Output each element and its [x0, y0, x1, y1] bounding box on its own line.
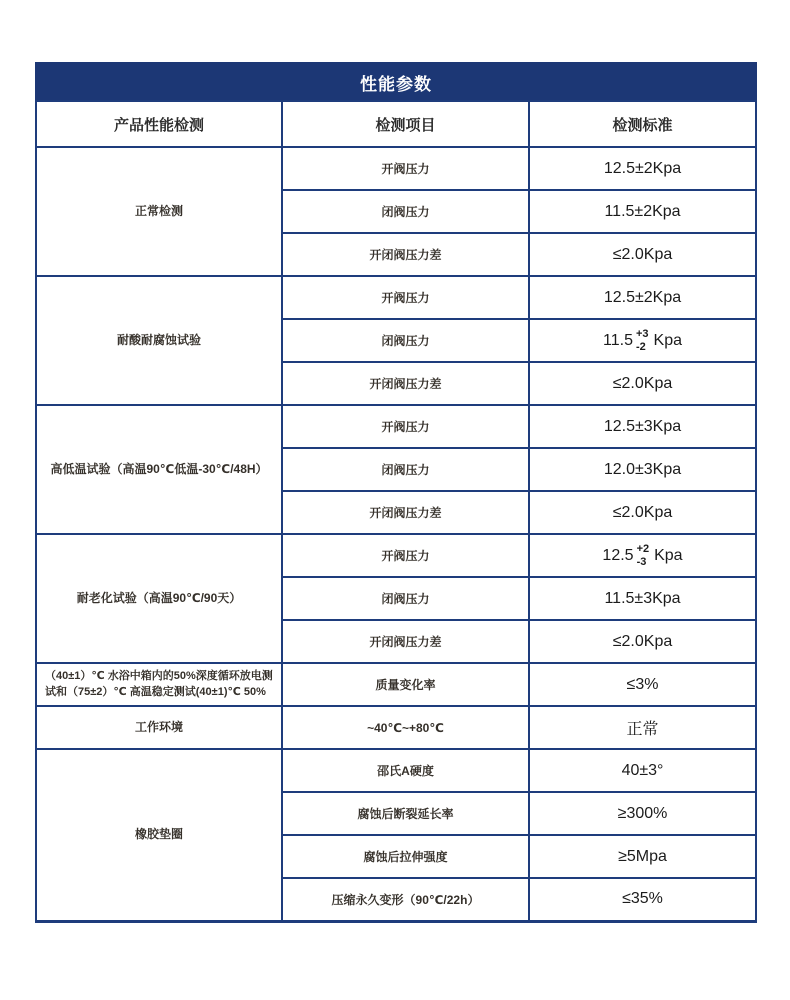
test-standard-cell: ≤3% — [529, 663, 756, 706]
group-cell-2: 高低温试验（高温90℃低温-30℃/48H） — [36, 405, 282, 534]
performance-table — [35, 62, 757, 923]
standard-unit: Kpa — [654, 546, 683, 564]
test-standard-cell — [529, 534, 756, 577]
test-item-cell: 开阀压力 — [282, 276, 529, 319]
standard-unit: Kpa — [653, 331, 682, 349]
table-row — [36, 663, 756, 706]
group-cell-6: 橡胶垫圈 — [36, 749, 282, 921]
test-item-cell: 开阀压力 — [282, 405, 529, 448]
test-standard-cell: 11.5±2Kpa — [529, 190, 756, 233]
test-standard-cell: ≤2.0Kpa — [529, 233, 756, 276]
col-header-test-standard: 检测标准 — [529, 101, 756, 147]
test-standard-cell: 12.5±2Kpa — [529, 276, 756, 319]
test-item-cell: 开阀压力 — [282, 534, 529, 577]
test-standard-cell: 40±3° — [529, 749, 756, 792]
table-body — [36, 147, 756, 921]
test-item-cell: 开阀压力 — [282, 147, 529, 190]
test-standard-cell: ≤2.0Kpa — [529, 491, 756, 534]
test-item-cell: 闭阀压力 — [282, 577, 529, 620]
test-item-cell: 质量变化率 — [282, 663, 529, 706]
test-item-cell: 腐蚀后拉伸强度 — [282, 835, 529, 878]
test-item-cell: 开闭阀压力差 — [282, 491, 529, 534]
test-standard-cell: ≤2.0Kpa — [529, 362, 756, 405]
table-row — [36, 749, 756, 792]
table-row — [36, 534, 756, 577]
title-row — [36, 63, 756, 101]
table-row — [36, 405, 756, 448]
col-header-product-performance-test: 产品性能检测 — [36, 101, 282, 147]
test-standard-cell: ≤2.0Kpa — [529, 620, 756, 663]
test-standard-cell: ≤35% — [529, 878, 756, 921]
table-row — [36, 147, 756, 190]
group-cell-3: 耐老化试验（高温90℃/90天） — [36, 534, 282, 663]
test-standard-cell: 12.0±3Kpa — [529, 448, 756, 491]
test-standard-cell: 正常 — [529, 706, 756, 749]
test-standard-cell: 11.5±3Kpa — [529, 577, 756, 620]
column-header-row — [36, 101, 756, 147]
standard-base-value: 11.5 — [603, 331, 633, 349]
table-title: 性能参数 — [36, 63, 756, 101]
standard-base-value: 12.5 — [602, 546, 634, 564]
group-cell-0: 正常检测 — [36, 147, 282, 276]
test-item-cell: 压缩永久变形（90℃/22h） — [282, 878, 529, 921]
test-item-cell: 闭阀压力 — [282, 190, 529, 233]
tolerance-stack: +2 -3 — [636, 542, 650, 568]
col-header-test-item: 检测项目 — [282, 101, 529, 147]
test-standard-cell — [529, 319, 756, 362]
test-item-cell: 开闭阀压力差 — [282, 362, 529, 405]
table-row — [36, 706, 756, 749]
group-cell-5: 工作环境 — [36, 706, 282, 749]
table-row — [36, 276, 756, 319]
test-standard-cell: 12.5±3Kpa — [529, 405, 756, 448]
test-item-cell: 邵氏A硬度 — [282, 749, 529, 792]
test-item-cell: 开闭阀压力差 — [282, 233, 529, 276]
test-item-cell: 闭阀压力 — [282, 319, 529, 362]
test-standard-cell: ≥300% — [529, 792, 756, 835]
group-cell-1: 耐酸耐腐蚀试验 — [36, 276, 282, 405]
test-standard-cell: ≥5Mpa — [529, 835, 756, 878]
test-standard-cell: 12.5±2Kpa — [529, 147, 756, 190]
test-item-cell: 闭阀压力 — [282, 448, 529, 491]
test-item-cell: 腐蚀后断裂延长率 — [282, 792, 529, 835]
test-item-cell: 开闭阀压力差 — [282, 620, 529, 663]
tolerance-stack: +3 -2 — [635, 327, 649, 353]
test-item-cell: ~40℃~+80℃ — [282, 706, 529, 749]
group-cell-4: （40±1）℃ 水浴中箱内的50%深度循环放电测试和（75±2）℃ 高温稳定测试(40±1)℃ 50% — [36, 663, 282, 706]
